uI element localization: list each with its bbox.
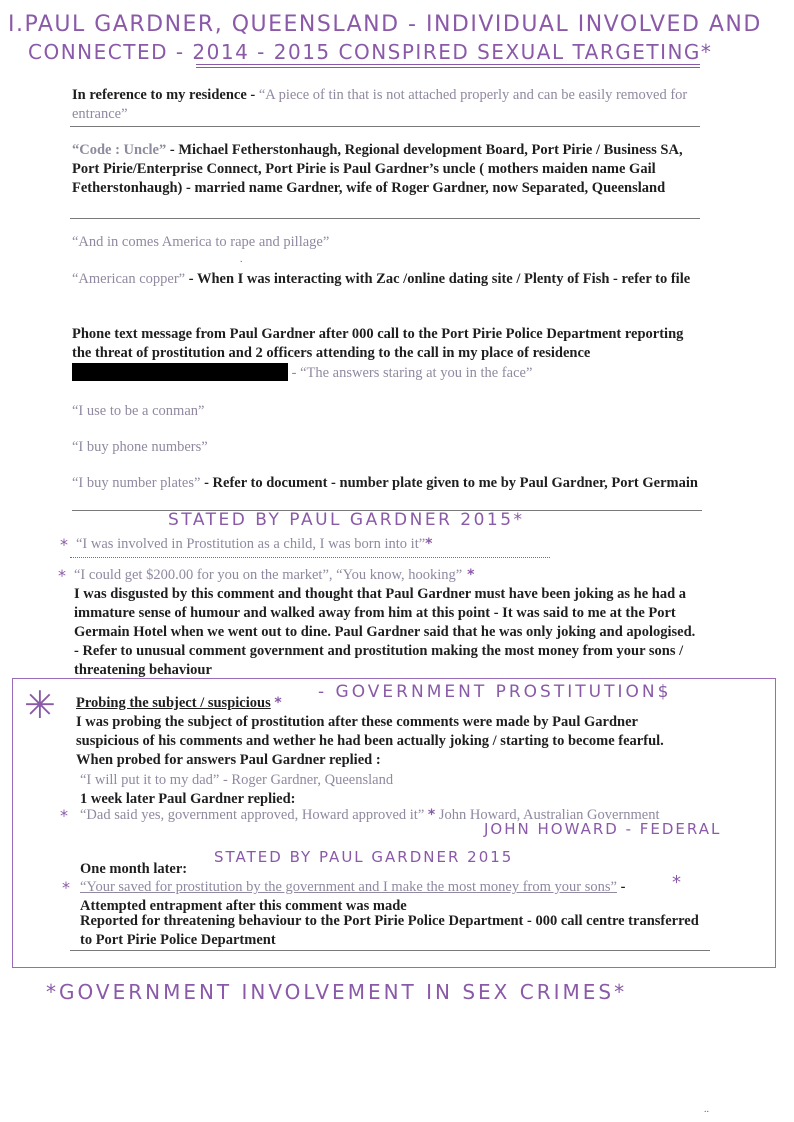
phonenumbers-paragraph <box>72 438 704 457</box>
dad-quote-line <box>80 771 712 790</box>
money-paragraph <box>74 566 700 680</box>
america-quote: “And in comes America to rape and pillage” <box>72 234 330 250</box>
speck: . <box>240 254 243 265</box>
government-prostitution-annotation: - GOVERNMENT PROSTITUTION$ <box>318 682 672 702</box>
phone-text: Phone text message from Paul Gardner after 000 call to the Port Pirie Police Department reporting the threat of prostitution and 2 officers attending to the call in my place of residence <box>72 326 684 361</box>
residence-label: In reference to my residence - <box>72 87 256 103</box>
money-text: I was disgusted by this comment and thought that Paul Gardner must have been joking as he had a immature sense of humour and walked away from him at this point - It was said to me at the Port Germain Hotel when we went out to dine. Paul Gardner said that he was only joking and apologised. - Refer to unusual comment government and prostitution making the most money from your sons / threatening behaviour <box>74 586 696 678</box>
money-quote: “I could get $200.00 for you on the market”, “You know, hooking” <box>74 567 463 583</box>
prostitution-child-paragraph <box>76 535 708 554</box>
conman-quote: “I use to be a conman” <box>72 403 205 419</box>
phone-paragraph <box>72 325 704 383</box>
copper-paragraph <box>72 270 704 289</box>
week-label: 1 week later Paul Gardner replied: <box>80 791 296 807</box>
stated-by-annotation-1: STATED BY PAUL GARDNER 2015* <box>168 510 525 530</box>
redaction-bar <box>72 363 288 381</box>
dad-quote: “I will put it to my dad” - Roger Gardner, Queensland <box>80 772 394 788</box>
john-howard-annotation: JOHN HOWARD - FEDERAL <box>484 820 722 838</box>
probing-title: Probing the subject / suspicious <box>76 695 271 711</box>
asterisk-icon: * <box>425 536 433 552</box>
america-paragraph <box>72 233 704 252</box>
prostitution-child-quote: “I was involved in Prostitution as a child, I was born into it” <box>76 536 426 552</box>
reported-text: Reported for threatening behaviour to the Port Pirie Police Department - 000 call centre transferred to Port Pirie Police Department <box>80 913 699 948</box>
copper-text: - When I was interacting with Zac /online dating site / Plenty of Fish - refer to file <box>188 271 691 287</box>
conman-paragraph <box>72 402 704 421</box>
probing-text: I was probing the subject of prostitution after these comments were made by Paul Gardner suspicious of his comments and wether he had been actually joking / starting to become fearful. When probed for answers Paul Gardner replied : <box>76 714 664 768</box>
saved-quote: “Your saved for prostitution by the government and I make the most money from your sons” <box>80 879 617 895</box>
divider <box>70 218 700 219</box>
asterisk-icon: * <box>60 806 68 825</box>
asterisk-icon: * <box>672 872 681 893</box>
asterisk-icon: * <box>427 807 436 823</box>
divider <box>70 950 710 951</box>
handwritten-heading-line2: CONNECTED - 2014 - 2015 CONSPIRED SEXUAL TARGETING* <box>28 40 713 64</box>
plates-text: - Refer to document - number plate given to me by Paul Gardner, Port Germain <box>204 475 698 491</box>
heading-underline-2 <box>196 67 700 68</box>
uncle-paragraph <box>72 141 704 198</box>
copper-quote: “American copper” <box>72 271 186 287</box>
probing-paragraph <box>76 713 700 770</box>
howard-label: John Howard, Australian Government <box>438 807 660 823</box>
large-asterisk-icon: ✳ <box>24 683 56 727</box>
phonenumbers-quote: “I buy phone numbers” <box>72 439 208 455</box>
handwritten-heading-line1: I.PAUL GARDNER, QUEENSLAND - INDIVIDUAL INVOLVED AND <box>8 12 762 37</box>
asterisk-icon: * <box>274 695 282 711</box>
asterisk-icon: * <box>58 566 66 585</box>
speck: .. <box>704 1104 709 1115</box>
residence-paragraph <box>72 86 704 124</box>
divider <box>70 126 700 127</box>
reported-paragraph <box>80 912 700 950</box>
month-label: One month later: <box>80 861 188 877</box>
asterisk-icon: * <box>462 567 475 583</box>
phone-quote: - “The answers staring at you in the face” <box>291 365 533 381</box>
dad-said-quote: “Dad said yes, government approved, Howard approved it” <box>80 807 425 823</box>
residence-quote: “A piece of tin that is not attached properly and can be easily removed for entrance” <box>72 87 688 122</box>
saved-paragraph <box>80 878 680 916</box>
asterisk-icon: * <box>62 878 70 897</box>
divider <box>70 557 550 558</box>
plates-paragraph <box>72 474 704 493</box>
uncle-quote: “Code : Uncle” <box>72 142 167 158</box>
entrapment-text: - Attempted entrapment after this comment was made <box>80 879 626 914</box>
uncle-text: - Michael Fetherstonhaugh, Regional development Board, Port Pirie / Business SA, Port Pirie/Enterprise Connect, Port Pirie is Paul Gardner’s uncle ( mothers maiden name Gail Fetherstonhaugh) - married name Gardner, wife of Roger Gardner, now Separated, Queensland <box>72 142 683 196</box>
plates-quote: “I buy number plates” <box>72 475 201 491</box>
footer-annotation: *GOVERNMENT INVOLVEMENT IN SEX CRIMES* <box>46 980 628 1004</box>
stated-by-annotation-2: STATED BY PAUL GARDNER 2015 <box>214 848 514 866</box>
heading-underline <box>196 64 700 65</box>
asterisk-icon: * <box>60 535 68 554</box>
